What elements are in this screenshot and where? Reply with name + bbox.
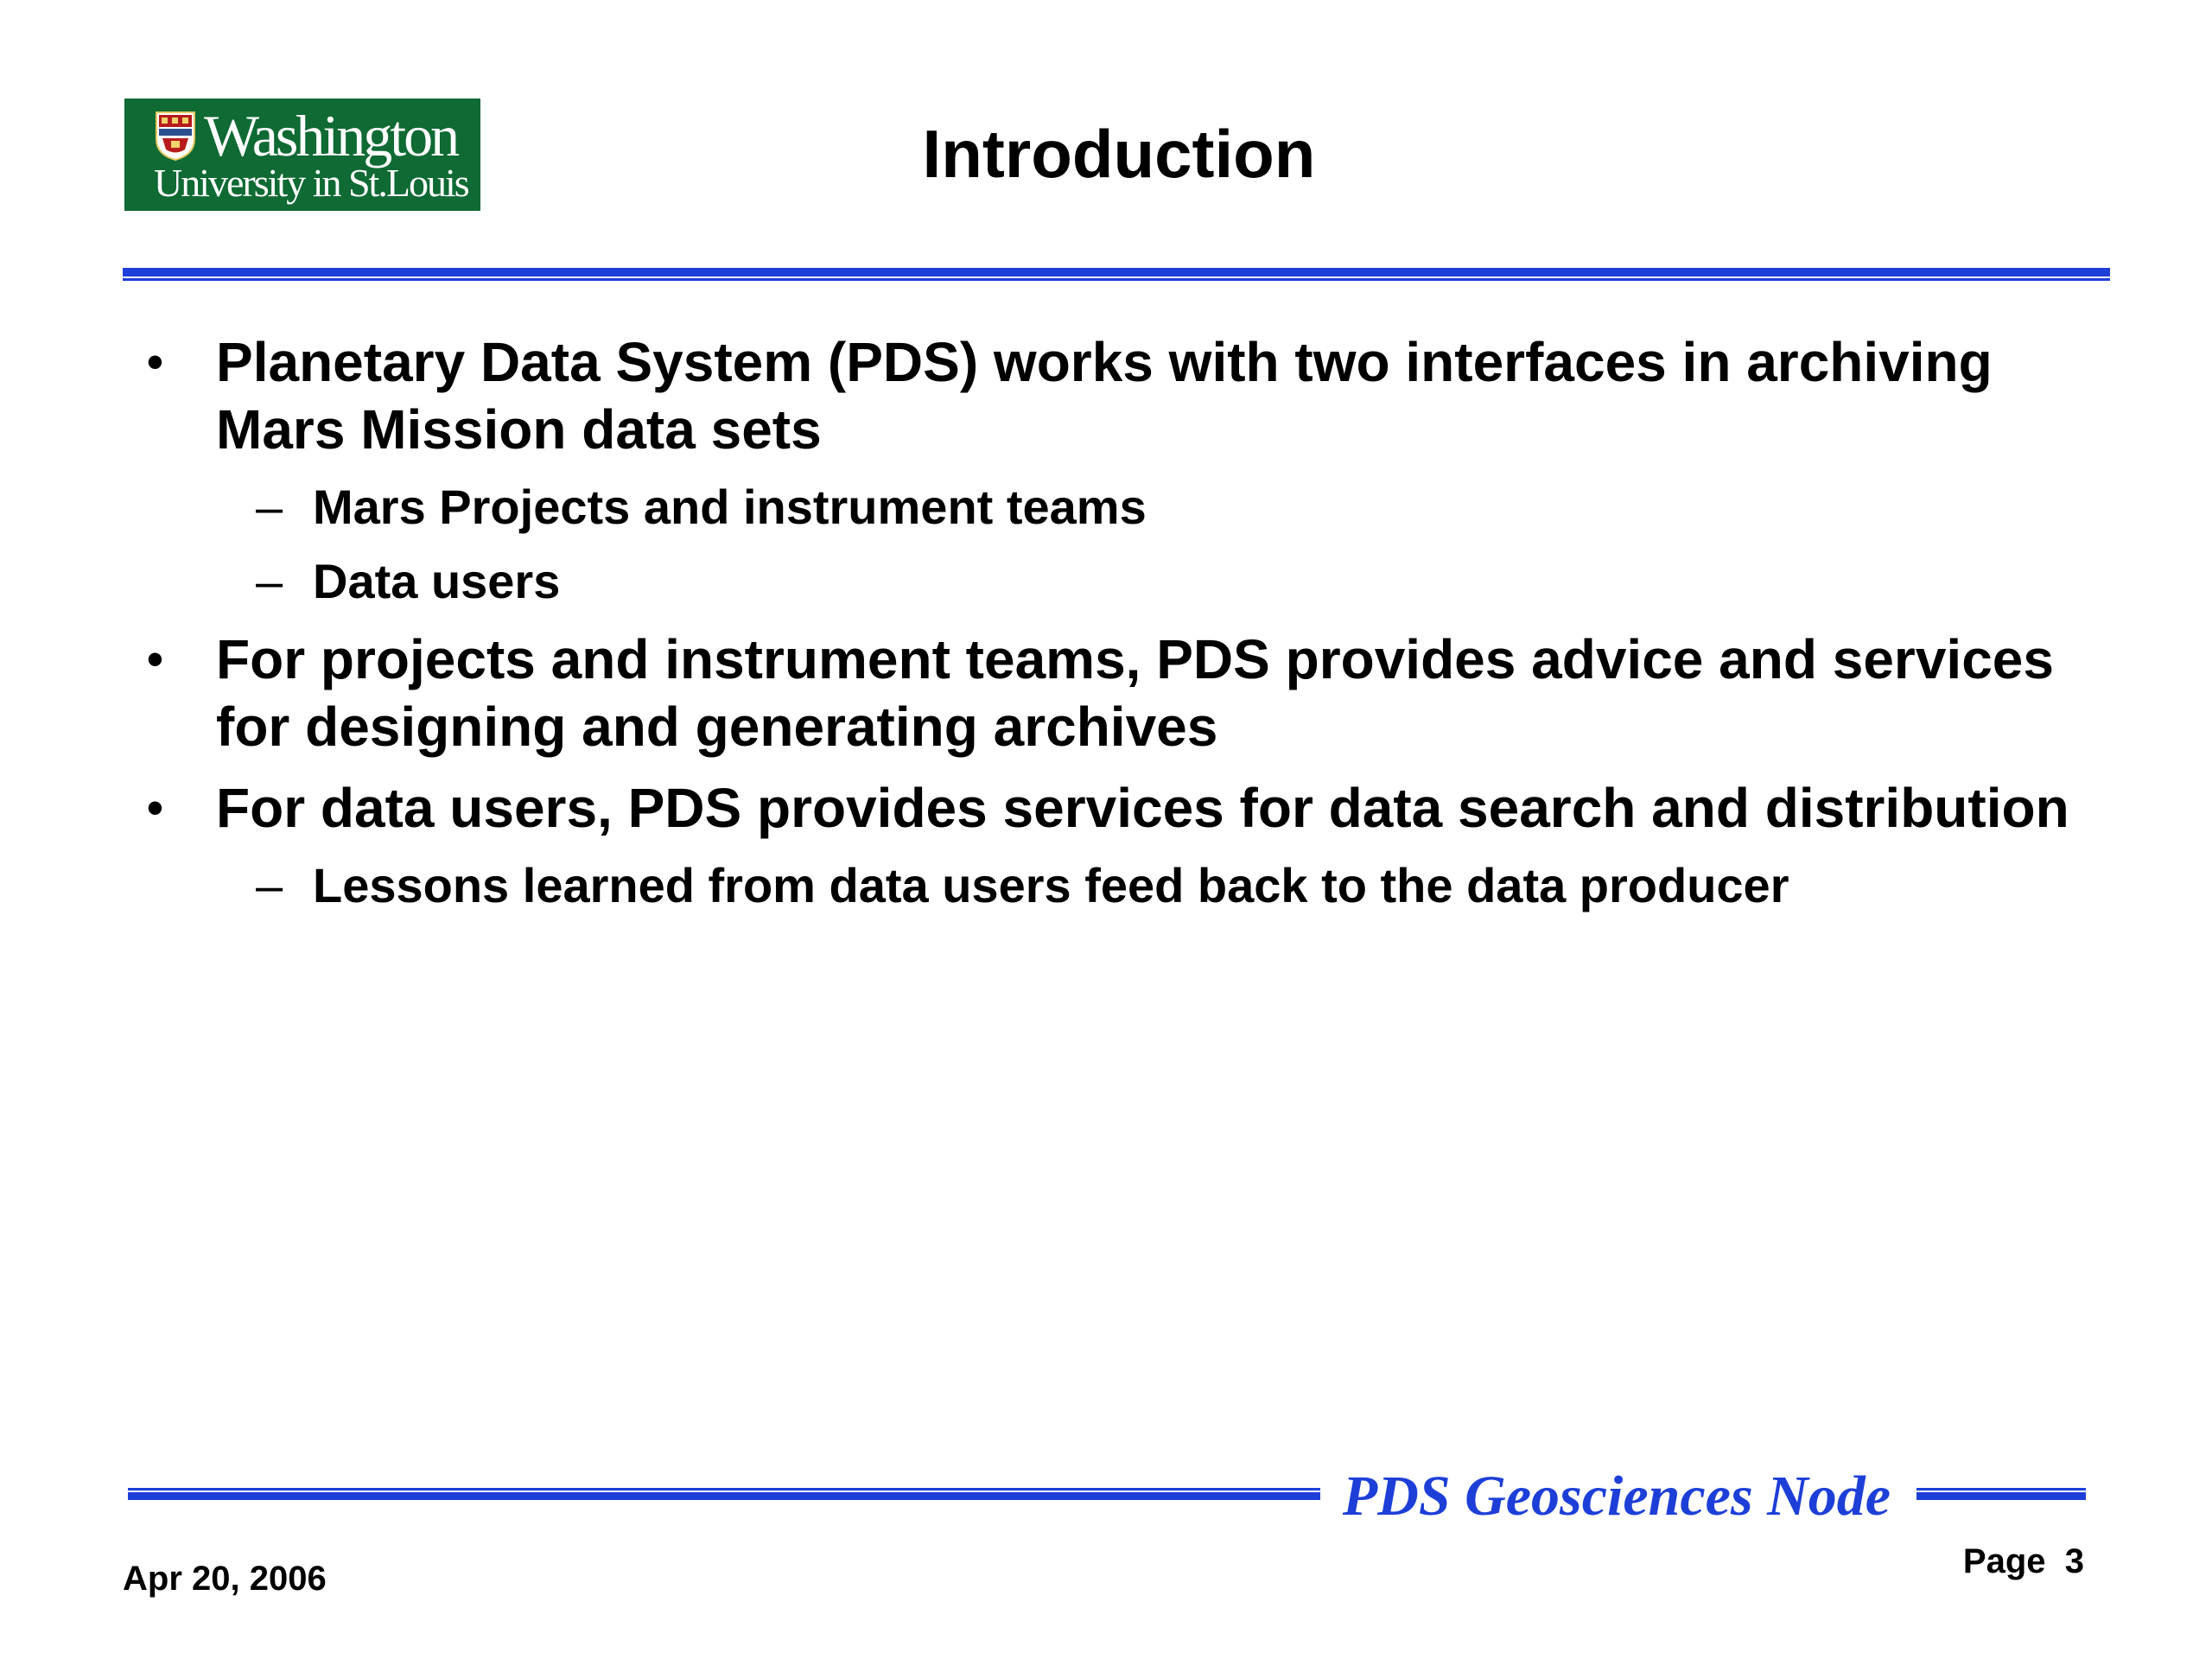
footer-page-number [1963,1540,2084,1583]
sub-bullet-item [256,855,2091,916]
header-divider [123,268,2110,282]
bullet-text: For projects and instrument teams, PDS provides advice and services for designing and generating archives [216,628,2054,758]
logo-line-1: Washington [204,103,458,168]
footer-divider-right [1916,1488,2086,1502]
bullet-marker: • [147,633,163,685]
footer-brand: PDS Geosciences Node [1342,1465,1891,1528]
slide-content [147,328,2091,930]
page-number: 3 [2064,1542,2084,1580]
sub-bullet-marker: – [256,554,283,608]
sub-bullet-item [256,477,2091,537]
bullet-item [147,328,2091,463]
sub-bullet-text: Mars Projects and instrument teams [313,480,1147,534]
bullet-text: Planetary Data System (PDS) works with two interfaces in archiving Mars Mission data sets [216,331,1993,461]
bullet-text: For data users, PDS provides services for data search and distribution [216,777,2069,839]
sub-bullet-marker: – [256,480,283,534]
sub-bullet-text: Data users [313,554,561,608]
footer-divider-left [128,1488,1320,1502]
sub-bullet-item [256,551,2091,612]
bullet-item [147,774,2091,842]
bullet-marker: • [147,336,163,388]
bullet-marker: • [147,782,163,834]
slide-title: Introduction [922,116,1316,192]
page-label: Page [1962,1542,2046,1580]
logo-line-2: University in St.Louis [154,161,468,205]
bullet-item [147,626,2091,760]
footer-date: Apr 20, 2006 [123,1560,327,1598]
sub-bullet-text: Lessons learned from data users feed back to the data producer [313,858,1789,912]
sub-bullet-marker: – [256,858,283,912]
